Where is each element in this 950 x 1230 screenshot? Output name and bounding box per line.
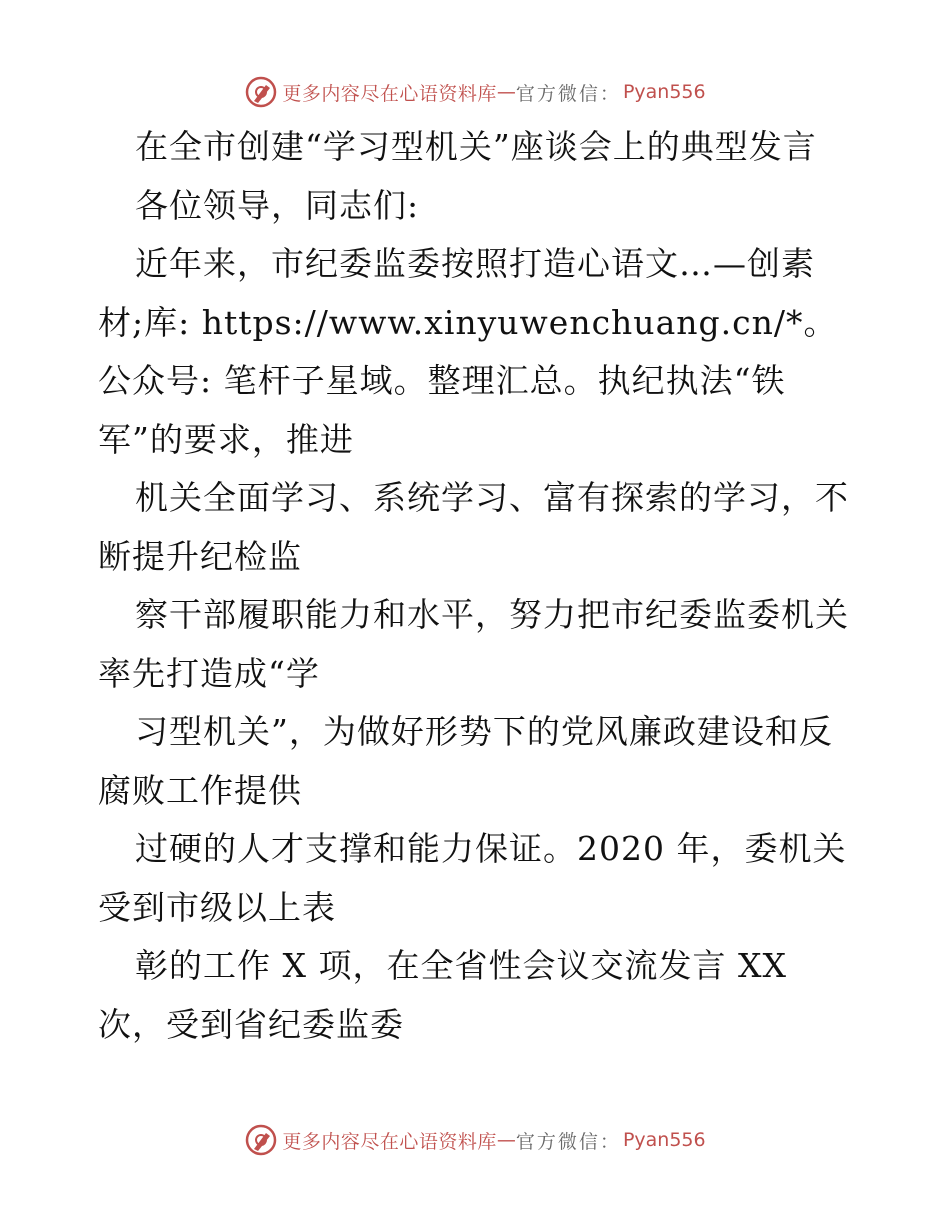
paragraph-greeting: 各位领导，同志们: [135, 185, 420, 225]
paragraph: 习型机关”，为做好形势下的党风廉政建设和反腐败工作提供 [98, 712, 833, 810]
document-body [98, 118, 858, 1054]
banner-wechat-id: Pyan556 [622, 1129, 706, 1151]
footer-watermark-banner [0, 1120, 950, 1160]
paragraph: 察干部履职能力和水平，努力把市纪委监委机关率先打造成“学 [98, 595, 849, 693]
banner-wechat-label: 官方微信： [515, 82, 621, 105]
banner-brand-text: 更多内容尽在心语资料库 [282, 82, 497, 105]
document-title: 在全市创建“学习型机关”座谈会上的典型发言 [135, 127, 817, 166]
paragraph: 机关全面学习、系统学习、富有探索的学习，不断提升纪检监 [98, 478, 849, 576]
banner-separator: — [496, 1129, 516, 1151]
banner-separator: — [496, 81, 516, 103]
paragraph: 过硬的人才支撑和能力保证。2020 年，委机关受到市级以上表 [98, 829, 847, 927]
paragraph: 近年来，市纪委监委按照打造心语文…—创素材;库: https://www.xinyuwenchuang.cn/*。公众号: 笔杆子星域。整理汇总。执纪执法“铁军”的要求，推进 [98, 244, 838, 459]
header-watermark-banner [0, 72, 950, 112]
pen-logo-icon [244, 1123, 278, 1157]
banner-wechat-label: 官方微信： [515, 1130, 621, 1153]
banner-wechat-id: Pyan556 [622, 81, 706, 103]
pen-logo-icon [244, 75, 278, 109]
paragraph: 彰的工作 X 项，在全省性会议交流发言 XX 次，受到省纪委监委 [98, 946, 787, 1044]
banner-brand-text: 更多内容尽在心语资料库 [282, 1130, 497, 1153]
